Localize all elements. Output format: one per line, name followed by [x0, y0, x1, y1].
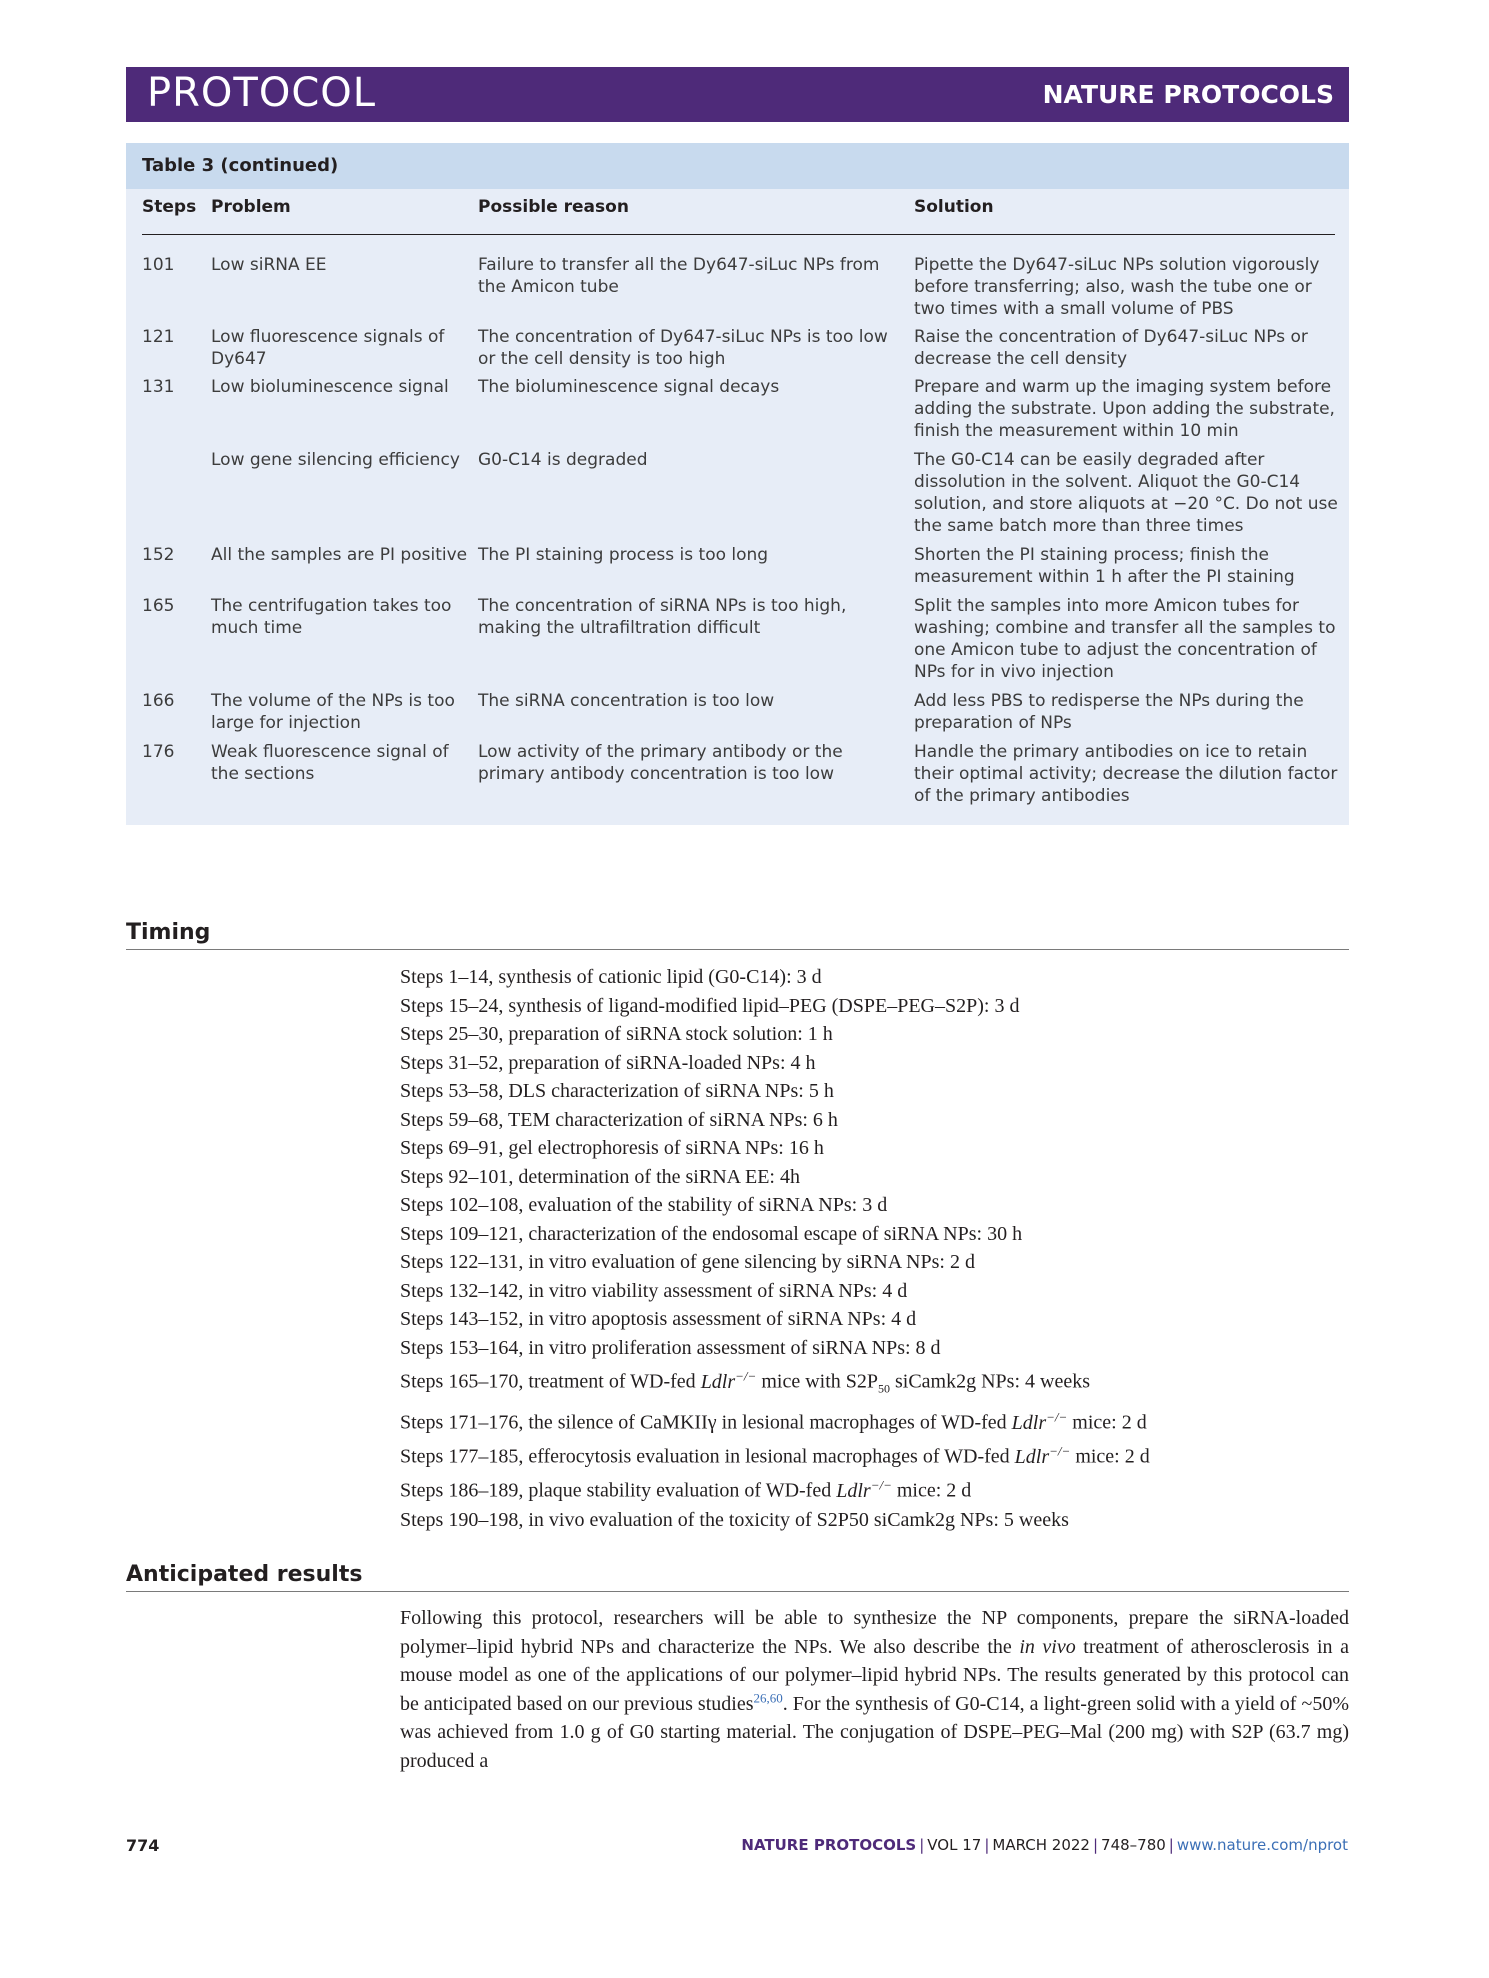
cell-problem: Low fluorescence signals of Dy647	[211, 327, 445, 369]
genotype-superscript: −/−	[735, 1368, 757, 1383]
footer-volume: VOL 17	[927, 1836, 982, 1854]
list-item	[400, 1403, 1340, 1437]
section-label: PROTOCOL	[147, 70, 377, 116]
genotype-superscript: −/−	[1046, 1409, 1068, 1425]
column-header-problem: Problem	[211, 197, 291, 217]
cell-step: 166	[142, 691, 175, 711]
list-item: Steps 92–101, determination of the siRNA EE: 4h	[400, 1165, 800, 1188]
cell-solution: The G0-C14 can be easily degraded after dissolution in the solvent. Aliquot the G0-C14 solution, and store aliquots at −20 °C. Do not use the same batch more than three times	[914, 450, 1338, 536]
cell-solution: Pipette the Dy647-siLuc NPs solution vigorously before transferring; also, wash the tube one or two times with a small volume of PBS	[914, 255, 1320, 319]
column-header-reason: Possible reason	[478, 197, 629, 217]
column-header-steps: Steps	[142, 197, 197, 217]
cell-solution: Split the samples into more Amicon tubes for washing; combine and transfer all the samples to one Amicon tube to adjust the concentration of NPs for in vivo injection	[914, 596, 1336, 682]
item-text: Steps 171–176, the silence of CaMKIIγ in lesional macrophages of WD-fed	[400, 1411, 1012, 1434]
cell-problem: Weak fluorescence signal of the sections	[211, 742, 449, 784]
cell-problem: All the samples are PI positive	[211, 545, 468, 565]
cell-reason: The concentration of Dy647-siLuc NPs is too low or the cell density is too high	[478, 327, 888, 369]
list-item: Steps 31–52, preparation of siRNA-loaded NPs: 4 h	[400, 1051, 816, 1074]
journal-name: NATURE PROTOCOLS	[1042, 80, 1334, 109]
cell-reason: Failure to transfer all the Dy647-siLuc NPs from the Amicon tube	[478, 255, 880, 297]
cell-solution: Handle the primary antibodies on ice to retain their optimal activity; decrease the dilution factor of the primary antibodies	[914, 742, 1338, 806]
cell-problem: Low gene silencing efficiency	[211, 450, 460, 470]
list-item: Steps 59–68, TEM characterization of siRNA NPs: 6 h	[400, 1108, 838, 1131]
item-text: mice with S2P	[756, 1370, 878, 1393]
paragraph-text: Following this protocol, researchers will be able to synthesize the NP components, prepare the siRNA-loaded polymer–lipid hybrid NPs and characterize the NPs. We also describe the	[400, 1607, 1349, 1658]
item-text: siCamk2g NPs: 4 weeks	[890, 1370, 1090, 1393]
cell-solution: Raise the concentration of Dy647-siLuc NPs or decrease the cell density	[914, 327, 1308, 369]
gene-name: Ldlr	[1014, 1445, 1050, 1468]
gene-name: Ldlr	[836, 1480, 871, 1503]
citation-link[interactable]: 26,60	[753, 1690, 783, 1706]
cell-step: 101	[142, 255, 175, 275]
table-caption: Table 3 (continued)	[142, 155, 339, 176]
list-item: Steps 25–30, preparation of siRNA stock solution: 1 h	[400, 1023, 833, 1045]
cell-solution: Shorten the PI staining process; finish the measurement within 1 h after the PI staining	[914, 545, 1295, 587]
cell-reason: Low activity of the primary antibody or the primary antibody concentration is too low	[478, 742, 843, 784]
cell-step: 152	[142, 545, 175, 565]
cell-reason: The bioluminescence signal decays	[478, 377, 780, 397]
cell-problem: The volume of the NPs is too large for injection	[211, 691, 455, 733]
list-item: Steps 153–164, in vitro proliferation assessment of siRNA NPs: 8 d	[400, 1336, 941, 1359]
cell-reason: G0-C14 is degraded	[478, 450, 648, 470]
cell-step: 121	[142, 327, 175, 347]
list-item: Steps 53–58, DLS characterization of siRNA NPs: 5 h	[400, 1080, 834, 1102]
footer-pages: 748–780	[1101, 1836, 1166, 1854]
footer-journal: NATURE PROTOCOLS	[741, 1836, 917, 1854]
genotype-superscript: −/−	[870, 1477, 892, 1493]
anticipated-results-heading: Anticipated results	[126, 1562, 363, 1587]
anticipated-rule	[126, 1591, 1349, 1592]
cell-problem: Low bioluminescence signal	[211, 377, 449, 397]
timing-list	[400, 963, 1340, 1534]
cell-reason: The concentration of siRNA NPs is too high, making the ultrafiltration difficult	[478, 596, 847, 638]
list-item: Steps 143–152, in vitro apoptosis assessment of siRNA NPs: 4 d	[400, 1308, 917, 1330]
cell-step: 176	[142, 742, 175, 762]
cell-solution: Add less PBS to redisperse the NPs during the preparation of NPs	[914, 691, 1304, 733]
list-item: Steps 1–14, synthesis of cationic lipid (G0-C14): 3 d	[400, 966, 822, 988]
footer-url-link[interactable]: www.nature.com/nprot	[1176, 1836, 1348, 1854]
item-text: Steps 165–170, treatment of WD-fed	[400, 1370, 701, 1393]
item-text: mice: 2 d	[891, 1480, 972, 1503]
list-item: Steps 190–198, in vivo evaluation of the toxicity of S2P50 siCamk2g NPs: 5 weeks	[400, 1508, 1069, 1531]
cell-solution: Prepare and warm up the imaging system before adding the substrate. Upon adding the substrate, finish the measurement within 10 min	[914, 377, 1335, 441]
troubleshooting-table	[126, 143, 1349, 825]
column-header-solution: Solution	[914, 197, 994, 217]
item-text: mice: 2 d	[1070, 1445, 1150, 1468]
list-item	[400, 1362, 1340, 1403]
item-text: mice: 2 d	[1067, 1411, 1147, 1434]
table-caption-bar	[126, 143, 1349, 189]
gene-name: Ldlr	[1011, 1411, 1047, 1434]
item-text: Steps 186–189, plaque stability evaluation of WD-fed	[400, 1480, 837, 1503]
list-item	[400, 1437, 1340, 1471]
genotype-superscript: −/−	[1049, 1443, 1071, 1459]
list-item: Steps 102–108, evaluation of the stability of siRNA NPs: 3 d	[400, 1194, 888, 1216]
cell-step: 131	[142, 377, 175, 397]
timing-rule	[126, 949, 1349, 950]
subscript: 50	[878, 1381, 890, 1396]
cell-problem: Low siRNA EE	[211, 255, 327, 275]
anticipated-results-paragraph	[400, 1604, 1349, 1776]
paragraph-text: treatment of atherosclerosis in a mouse model as one of the applications of our polymer–lipid hybrid NPs. The results generated by this protocol can be anticipated based on our previous studies	[400, 1635, 1349, 1715]
cell-problem: The centrifugation takes too much time	[211, 596, 452, 638]
header-rule	[142, 234, 1335, 235]
cell-step: 165	[142, 596, 175, 616]
paragraph-text: . For the synthesis of G0-C14, a light-green solid with a yield of ~50% was achieved from 1.0 g of G0 starting material. The conjugation of DSPE–PEG–Mal (200 mg) with S2P (63.7 mg) produced a	[400, 1692, 1349, 1772]
list-item: Steps 122–131, in vitro evaluation of gene silencing by siRNA NPs: 2 d	[400, 1251, 975, 1273]
item-text: Steps 177–185, efferocytosis evaluation in lesional macrophages of WD-fed	[400, 1445, 1015, 1468]
footer-date: MARCH 2022	[992, 1836, 1090, 1854]
footer-citation: NATURE PROTOCOLS | VOL 17 | MARCH 2022 | 748–780 | www.nature.com/nprot	[741, 1836, 1348, 1854]
list-item	[400, 1471, 1340, 1505]
gene-name: Ldlr	[700, 1370, 736, 1393]
list-item: Steps 15–24, synthesis of ligand-modified lipid–PEG (DSPE–PEG–S2P): 3 d	[400, 994, 1020, 1017]
list-item: Steps 109–121, characterization of the endosomal escape of siRNA NPs: 30 h	[400, 1222, 1023, 1245]
cell-reason: The PI staining process is too long	[478, 545, 769, 565]
italic-text: in vivo	[1019, 1635, 1076, 1658]
page-number: 774	[126, 1836, 160, 1855]
header-bar	[126, 67, 1349, 122]
timing-heading: Timing	[126, 920, 211, 945]
list-item: Steps 69–91, gel electrophoresis of siRNA NPs: 16 h	[400, 1137, 824, 1159]
cell-reason: The siRNA concentration is too low	[478, 691, 775, 711]
list-item: Steps 132–142, in vitro viability assessment of siRNA NPs: 4 d	[400, 1279, 908, 1302]
